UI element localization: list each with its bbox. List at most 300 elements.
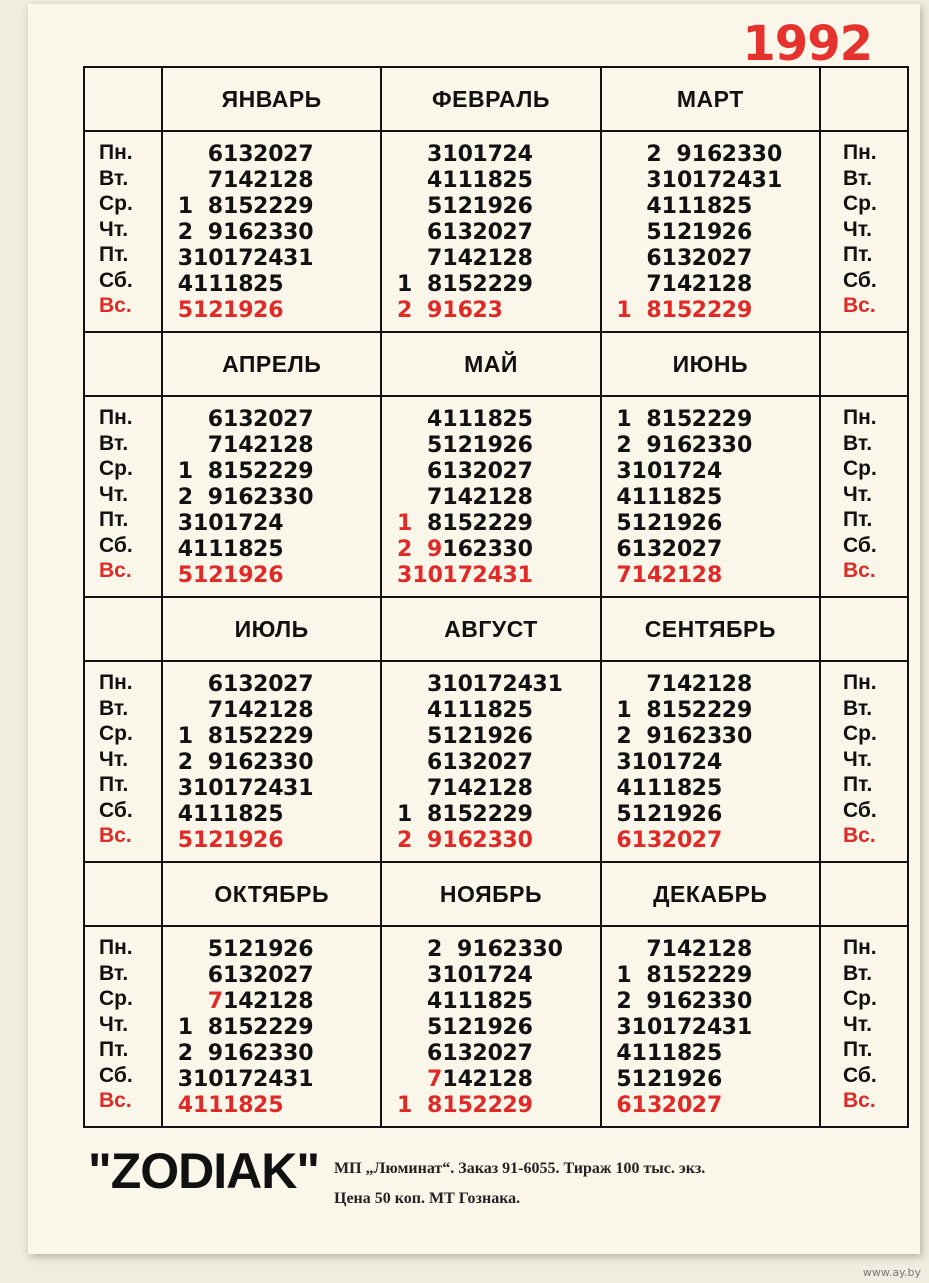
grid-cell (85, 132, 163, 333)
grid-cell (821, 927, 907, 1128)
day-number: 15 (223, 1015, 254, 1040)
day-number: 31 (751, 168, 783, 193)
weekday-label: Чт. (99, 1012, 129, 1036)
weekday-label: Пт. (842, 1038, 873, 1061)
day-number: 4 (177, 1093, 193, 1118)
day-number: 1 (177, 459, 193, 484)
day-number (722, 750, 752, 776)
day-number (173, 672, 193, 698)
day-number: 11 (442, 989, 473, 1014)
day-number (752, 194, 782, 220)
weekday-label: Пн. (842, 141, 877, 164)
day-number: 7 (427, 485, 443, 510)
print-info (334, 1154, 705, 1214)
weekday-label: Пт. (99, 243, 129, 266)
weekday-labels (821, 132, 907, 319)
day-number (173, 142, 193, 168)
day-number (173, 963, 193, 989)
day-number (283, 511, 313, 537)
weekday-label: Сб. (99, 268, 133, 292)
day-number: 11 (193, 272, 224, 297)
day-number: 13 (442, 750, 473, 775)
day-number: 8 (207, 194, 223, 219)
day-number (283, 537, 313, 563)
day-number (173, 433, 193, 459)
week-row (173, 937, 380, 963)
day-number (392, 433, 412, 459)
day-number: 20 (253, 963, 284, 988)
day-number: 9 (207, 220, 223, 245)
week-row (612, 142, 819, 168)
day-number (722, 776, 752, 802)
week-row (173, 272, 380, 298)
grid-cell (821, 397, 907, 598)
day-number: 27 (691, 828, 723, 853)
weekday-labels (85, 397, 161, 584)
day-number: 26 (253, 828, 284, 853)
day-number: 30 (283, 1041, 314, 1066)
day-number: 28 (283, 989, 314, 1014)
day-number: 30 (721, 433, 753, 458)
day-number (283, 828, 313, 854)
grid-cell (85, 662, 163, 863)
day-number: 26 (502, 194, 533, 219)
week-row (392, 220, 599, 246)
day-number: 18 (472, 698, 503, 723)
day-number: 5 (616, 1067, 632, 1092)
weekday-label: Ср. (842, 457, 877, 480)
day-number: 30 (751, 142, 783, 167)
month-header: ИЮЛЬ (163, 598, 382, 662)
day-number (392, 485, 412, 511)
week-row (612, 724, 819, 750)
day-number: 26 (283, 937, 314, 962)
day-number: 20 (472, 220, 503, 245)
day-number: 28 (691, 563, 723, 588)
week-row (173, 963, 380, 989)
day-number (532, 724, 562, 750)
day-number: 27 (283, 142, 314, 167)
day-number: 2 (177, 220, 193, 245)
day-number: 31 (721, 1015, 753, 1040)
day-number (392, 937, 412, 963)
day-number: 13 (442, 1041, 473, 1066)
day-number: 4 (616, 776, 632, 801)
weekday-label: Пт. (99, 773, 129, 796)
week-row (173, 407, 380, 433)
day-number: 20 (691, 246, 723, 271)
day-number: 1 (616, 698, 632, 723)
day-number (392, 724, 412, 750)
day-number: 2 (397, 828, 413, 853)
day-number: 5 (616, 802, 632, 827)
week-row (392, 168, 599, 194)
day-number: 7 (427, 776, 443, 801)
day-number: 8 (427, 511, 443, 536)
day-number: 9 (427, 537, 443, 562)
day-number: 26 (691, 1067, 723, 1092)
day-number: 26 (691, 511, 723, 536)
day-number: 17 (223, 246, 254, 271)
week-row (173, 563, 380, 589)
day-number: 4 (616, 1041, 632, 1066)
day-number (532, 1093, 562, 1119)
weekday-label: Пн. (99, 141, 133, 164)
day-number: 5 (427, 1015, 443, 1040)
weekday-label: Пт. (99, 1038, 129, 1061)
day-number: 11 (442, 168, 473, 193)
day-number: 15 (661, 698, 693, 723)
day-number: 8 (646, 698, 662, 723)
day-number (392, 194, 412, 220)
day-number: 2 (397, 537, 413, 562)
day-number: 17 (661, 1015, 693, 1040)
week-row (392, 1067, 599, 1093)
day-number: 25 (253, 802, 284, 827)
day-number: 2 (646, 142, 662, 167)
day-number: 9 (427, 298, 443, 323)
day-number: 29 (283, 1015, 314, 1040)
day-number: 13 (631, 1093, 663, 1118)
day-number: 6 (207, 963, 223, 988)
print-info-line-1: МП „Люминат“. Заказ 91-6055. Тираж 100 тыс. экз. (334, 1160, 706, 1177)
week-row (612, 802, 819, 828)
grid-cell (602, 927, 821, 1128)
day-number: 23 (472, 537, 503, 562)
calendar-card (28, 4, 920, 1254)
day-number: 3 (646, 168, 662, 193)
day-number (532, 1041, 562, 1067)
week-row (612, 828, 819, 854)
header-spacer (85, 68, 163, 132)
month-header: ИЮНЬ (602, 333, 821, 397)
day-number: 18 (223, 272, 254, 297)
day-number: 21 (661, 563, 693, 588)
month-header: МАЙ (382, 333, 601, 397)
day-number: 17 (691, 168, 723, 193)
day-number: 16 (691, 142, 723, 167)
day-number: 30 (283, 485, 314, 510)
weekday-labels (821, 927, 907, 1114)
day-number: 19 (472, 1015, 503, 1040)
day-number: 18 (223, 537, 254, 562)
grid-cell (382, 662, 601, 863)
day-number: 23 (472, 298, 503, 323)
day-number: 16 (223, 220, 254, 245)
day-number: 20 (661, 828, 693, 853)
day-number: 24 (253, 511, 284, 536)
week-row (612, 272, 819, 298)
day-number: 11 (631, 1041, 663, 1066)
week-row (392, 672, 599, 698)
day-number: 5 (616, 511, 632, 536)
weekday-label: Ср. (842, 722, 877, 745)
day-number: 27 (721, 246, 753, 271)
month-days (163, 397, 380, 589)
day-number: 27 (283, 407, 314, 432)
day-number: 16 (223, 485, 254, 510)
week-row (173, 1093, 380, 1119)
day-number: 18 (223, 802, 254, 827)
weekday-label: Сб. (99, 798, 133, 822)
day-number (283, 272, 313, 298)
day-number: 12 (631, 511, 663, 536)
day-number: 10 (193, 246, 224, 271)
day-number: 1 (616, 298, 632, 323)
day-number: 23 (253, 220, 284, 245)
day-number: 21 (253, 168, 284, 193)
day-number: 10 (631, 1015, 663, 1040)
month-header: АВГУСТ (382, 598, 601, 662)
day-number: 16 (661, 433, 693, 458)
day-number (532, 1067, 562, 1093)
day-number: 19 (661, 802, 693, 827)
day-number: 24 (691, 1015, 723, 1040)
day-number: 8 (427, 802, 443, 827)
weekday-label: Ср. (99, 987, 133, 1010)
day-number: 13 (223, 142, 254, 167)
day-number: 19 (223, 828, 254, 853)
day-number: 19 (472, 724, 503, 749)
day-number: 10 (193, 511, 224, 536)
day-number: 22 (691, 407, 723, 432)
day-number (392, 459, 412, 485)
week-row (392, 298, 599, 324)
weekday-label: Вт. (842, 961, 873, 985)
day-number (392, 776, 412, 802)
day-number: 7 (427, 1067, 443, 1092)
week-row (612, 246, 819, 272)
day-number: 14 (442, 1067, 473, 1092)
day-number: 11 (193, 1093, 224, 1118)
day-number: 1 (177, 1015, 193, 1040)
day-number (392, 246, 412, 272)
week-row (392, 537, 599, 563)
weekday-label: Сб. (842, 268, 877, 292)
day-number: 28 (502, 485, 533, 510)
day-number: 10 (661, 168, 693, 193)
day-number: 25 (253, 272, 284, 297)
day-number: 19 (223, 298, 254, 323)
day-number: 7 (646, 272, 662, 297)
day-number: 28 (502, 246, 533, 271)
week-row (173, 724, 380, 750)
weekday-label: Вт. (99, 166, 129, 190)
day-number: 29 (721, 698, 753, 723)
header-spacer (821, 863, 907, 927)
week-row (612, 1041, 819, 1067)
week-row (612, 168, 819, 194)
day-number: 18 (661, 485, 693, 510)
day-number: 2 (427, 937, 443, 962)
day-number: 23 (472, 828, 503, 853)
day-number: 10 (442, 963, 473, 988)
week-row (392, 433, 599, 459)
week-row (612, 298, 819, 324)
day-number: 27 (502, 750, 533, 775)
day-number (173, 937, 193, 963)
day-number: 26 (502, 724, 533, 749)
day-number: 28 (502, 776, 533, 801)
day-number: 14 (442, 246, 473, 271)
month-header: НОЯБРЬ (382, 863, 601, 927)
day-number: 28 (721, 937, 753, 962)
day-number: 21 (472, 485, 503, 510)
day-number: 3 (397, 563, 413, 588)
week-row (612, 1015, 819, 1041)
week-row (612, 511, 819, 537)
day-number: 12 (193, 563, 224, 588)
day-number: 17 (661, 750, 693, 775)
day-number (532, 698, 562, 724)
month-header: СЕНТЯБРЬ (602, 598, 821, 662)
month-header: МАРТ (602, 68, 821, 132)
day-number: 25 (502, 168, 533, 193)
day-number: 21 (472, 246, 503, 271)
week-row (173, 672, 380, 698)
weekday-label: Чт. (842, 1012, 873, 1036)
week-row (612, 672, 819, 698)
day-number: 12 (193, 828, 224, 853)
day-number: 14 (223, 989, 254, 1014)
month-header: ЯНВАРЬ (163, 68, 382, 132)
day-number: 11 (442, 698, 473, 723)
day-number: 2 (177, 750, 193, 775)
day-number (392, 750, 412, 776)
day-number: 20 (661, 537, 693, 562)
day-number: 7 (207, 168, 223, 193)
day-number: 17 (442, 563, 473, 588)
weekday-label: Вт. (842, 431, 873, 455)
weekday-label: Пн. (99, 671, 133, 694)
day-number: 6 (646, 246, 662, 271)
day-number: 30 (721, 724, 753, 749)
day-number: 9 (646, 724, 662, 749)
week-row (392, 724, 599, 750)
week-row (173, 698, 380, 724)
day-number: 3 (177, 1067, 193, 1092)
grid-cell (163, 927, 382, 1128)
day-number: 27 (283, 672, 314, 697)
day-number: 17 (661, 459, 693, 484)
week-row (392, 1041, 599, 1067)
day-number: 22 (472, 802, 503, 827)
day-number: 12 (442, 724, 473, 749)
day-number: 12 (661, 220, 693, 245)
day-number: 15 (442, 1093, 473, 1118)
weekday-labels (821, 397, 907, 584)
week-row (612, 698, 819, 724)
day-number: 20 (472, 459, 503, 484)
grid-cell (382, 397, 601, 598)
weekday-labels (85, 132, 161, 319)
day-number: 1 (397, 511, 413, 536)
day-number: 14 (223, 698, 254, 723)
day-number: 14 (661, 272, 693, 297)
day-number: 4 (427, 407, 443, 432)
day-number: 29 (721, 407, 753, 432)
month-days (602, 397, 819, 589)
day-number: 27 (691, 1093, 723, 1118)
week-row (392, 963, 599, 989)
week-row (173, 433, 380, 459)
day-number (722, 563, 752, 589)
day-number (612, 142, 632, 168)
day-number: 3 (427, 142, 443, 167)
weekday-label: Сб. (99, 1063, 133, 1087)
day-number: 15 (442, 802, 473, 827)
day-number: 24 (472, 563, 503, 588)
weekday-labels (821, 662, 907, 849)
day-number: 21 (691, 272, 723, 297)
day-number: 3 (616, 750, 632, 775)
day-number: 22 (691, 698, 723, 723)
header-spacer (85, 333, 163, 397)
day-number: 23 (502, 937, 533, 962)
day-number: 13 (442, 220, 473, 245)
week-row (173, 168, 380, 194)
week-row (612, 537, 819, 563)
week-row (612, 485, 819, 511)
day-number: 9 (207, 750, 223, 775)
day-number: 30 (283, 750, 314, 775)
weekday-label: Вс. (842, 1089, 876, 1112)
day-number: 12 (442, 433, 473, 458)
day-number: 10 (631, 459, 663, 484)
day-number: 29 (502, 511, 533, 536)
weekday-label: Сб. (842, 798, 877, 822)
watermark: www.ay.by (862, 1266, 921, 1279)
day-number (173, 407, 193, 433)
day-number: 5 (646, 220, 662, 245)
day-number (392, 963, 412, 989)
day-number: 3 (427, 672, 443, 697)
day-number (532, 802, 562, 828)
day-number (532, 828, 562, 854)
weekday-label: Чт. (842, 747, 873, 771)
weekday-label: Чт. (99, 482, 129, 506)
day-number: 6 (207, 672, 223, 697)
day-number (173, 989, 193, 1015)
day-number: 31 (283, 1067, 314, 1092)
day-number (283, 802, 313, 828)
day-number: 2 (616, 433, 632, 458)
weekday-label: Чт. (99, 747, 129, 771)
day-number (532, 750, 562, 776)
day-number: 25 (502, 989, 533, 1014)
week-row (173, 989, 380, 1015)
day-number: 28 (283, 168, 314, 193)
day-number: 26 (502, 433, 533, 458)
day-number (392, 989, 412, 1015)
week-row (612, 1067, 819, 1093)
day-number: 20 (472, 1041, 503, 1066)
day-number: 15 (442, 272, 473, 297)
day-number: 13 (223, 407, 254, 432)
day-number: 9 (427, 828, 443, 853)
day-number: 10 (442, 142, 473, 167)
day-number (722, 537, 752, 563)
day-number: 4 (646, 194, 662, 219)
day-number: 16 (442, 537, 473, 562)
day-number: 14 (661, 672, 693, 697)
day-number: 6 (427, 750, 443, 775)
day-number (722, 828, 752, 854)
day-number: 13 (223, 963, 254, 988)
day-number: 3 (177, 776, 193, 801)
day-number: 22 (691, 298, 723, 323)
day-number: 10 (193, 1067, 224, 1092)
